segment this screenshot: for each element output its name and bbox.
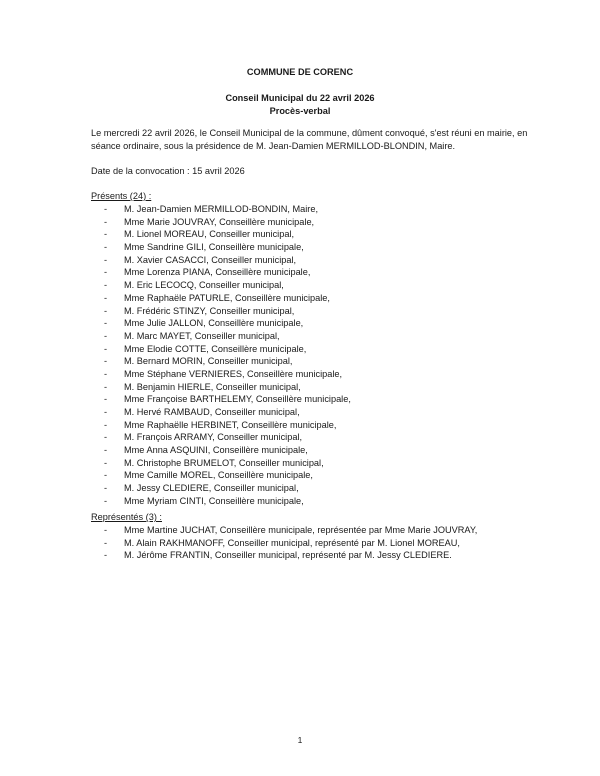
member-name: Mme Anna ASQUINI, Conseillère municipale,	[124, 445, 308, 456]
list-item	[0, 469, 351, 482]
bullet-dash: -	[104, 229, 108, 240]
bullet-dash: -	[104, 470, 108, 481]
member-name: Mme Marie JOUVRAY, Conseillère municipale,	[124, 216, 315, 227]
member-name: Mme Elodie COTTE, Conseillère municipale,	[124, 343, 307, 354]
member-name: M. Christophe BRUMELOT, Conseiller municipal,	[124, 457, 324, 468]
bullet-dash: -	[104, 267, 108, 278]
member-name: M. Alain RAKHMANOFF, Conseiller municipal, représenté par M. Lionel MOREAU,	[124, 537, 460, 548]
member-name: Mme Raphaële PATURLE, Conseillère municipale,	[124, 292, 330, 303]
list-item	[0, 444, 351, 457]
bullet-dash: -	[104, 381, 108, 392]
list-item	[0, 216, 351, 229]
list-item	[0, 482, 351, 495]
bullet-dash: -	[104, 305, 108, 316]
bullet-dash: -	[104, 419, 108, 430]
list-item	[0, 419, 351, 432]
list-item	[0, 355, 351, 368]
member-name: Mme Julie JALLON, Conseillère municipale,	[124, 318, 304, 329]
bullet-dash: -	[104, 292, 108, 303]
list-item	[0, 330, 351, 343]
list-item	[0, 292, 351, 305]
member-name: M. François ARRAMY, Conseiller municipal,	[124, 432, 303, 443]
bullet-dash: -	[104, 368, 108, 379]
bullet-dash: -	[104, 318, 108, 329]
member-name: Mme Camille MOREL, Conseillère municipale,	[124, 470, 313, 481]
convocation-date: Date de la convocation : 15 avril 2026	[91, 166, 245, 176]
commune-title: COMMUNE DE CORENC	[246, 67, 354, 77]
bullet-dash: -	[104, 537, 108, 548]
bullet-dash: -	[104, 394, 108, 405]
member-name: M. Benjamin HIERLE, Conseiller municipal,	[124, 381, 301, 392]
bullet-dash: -	[104, 407, 108, 417]
list-item	[0, 203, 351, 216]
bullet-dash: -	[104, 432, 108, 443]
bullet-dash: -	[104, 330, 108, 341]
member-name: Mme Stéphane VERNIERES, Conseillère municipale,	[124, 368, 343, 379]
member-name: Mme Lorenza PIANA, Conseillère municipale,	[124, 267, 311, 278]
member-name: Mme Martine JUCHAT, Conseillère municipale, représentée par Mme Marie JOUVRAY,	[124, 525, 478, 535]
intro-paragraph: Le mercredi 22 avril 2026, le Conseil Municipal de la commune, dûment convoqué, s'est réuni en mairie, en séance ordinaire, sous la présidence de M. Jean-Damien MERMILLOD-BLONDIN, Maire.	[91, 128, 528, 151]
list-item	[0, 537, 477, 550]
list-item	[0, 406, 351, 419]
member-name: Mme Raphaëlle HERBINET, Conseillère municipale,	[124, 419, 337, 430]
list-item	[0, 254, 351, 267]
member-name: M. Jean-Damien MERMILLOD-BONDIN, Maire,	[124, 204, 318, 214]
list-item	[0, 368, 351, 381]
proces-verbal-title: Procès-verbal	[269, 106, 331, 116]
council-title: Conseil Municipal du 22 avril 2026	[225, 93, 375, 103]
list-item	[0, 524, 477, 537]
list-item	[0, 343, 351, 356]
list-item	[0, 457, 351, 470]
member-name: M. Bernard MORIN, Conseiller municipal,	[124, 356, 293, 367]
member-name: M. Hervé RAMBAUD, Conseiller municipal,	[124, 407, 300, 417]
list-item	[0, 495, 351, 508]
page-number: 1	[297, 735, 303, 745]
bullet-dash: -	[104, 445, 108, 456]
member-name: Mme Françoise BARTHELEMY, Conseillère municipale,	[124, 394, 351, 405]
member-name: M. Eric LECOCQ, Conseiller municipal,	[124, 280, 284, 291]
list-item	[0, 279, 351, 292]
bullet-dash: -	[104, 525, 108, 535]
presents-heading: Présents (24) :	[91, 191, 152, 201]
member-name: Mme Sandrine GILI, Conseillère municipale,	[124, 242, 304, 253]
bullet-dash: -	[104, 204, 108, 214]
bullet-dash: -	[104, 280, 108, 291]
member-name: M. Marc MAYET, Conseiller municipal,	[124, 330, 280, 341]
list-item	[0, 317, 351, 330]
member-name: M. Jessy CLEDIERE, Conseiller municipal,	[124, 483, 299, 494]
bullet-dash: -	[104, 483, 108, 494]
presents-list	[0, 203, 351, 508]
list-item	[0, 305, 351, 318]
bullet-dash: -	[104, 356, 108, 367]
list-item	[0, 393, 351, 406]
list-item	[0, 431, 351, 444]
bullet-dash: -	[104, 254, 108, 265]
representes-heading: Représentés (3) :	[91, 512, 162, 522]
bullet-dash: -	[104, 216, 108, 227]
member-name: M. Jérôme FRANTIN, Conseiller municipal, représenté par M. Jessy CLEDIERE.	[124, 550, 452, 561]
member-name: M. Frédéric STINZY, Conseiller municipal,	[124, 305, 295, 316]
bullet-dash: -	[104, 242, 108, 253]
list-item	[0, 228, 351, 241]
list-item	[0, 266, 351, 279]
list-item	[0, 241, 351, 254]
bullet-dash: -	[104, 550, 108, 561]
member-name: Mme Myriam CINTI, Conseillère municipale,	[124, 495, 304, 506]
representes-list	[0, 524, 477, 562]
bullet-dash: -	[104, 457, 108, 468]
bullet-dash: -	[104, 495, 108, 506]
member-name: M. Lionel MOREAU, Conseiller municipal,	[124, 229, 295, 240]
list-item	[0, 381, 351, 394]
list-item	[0, 549, 477, 562]
member-name: M. Xavier CASACCI, Conseiller municipal,	[124, 254, 297, 265]
bullet-dash: -	[104, 343, 108, 354]
